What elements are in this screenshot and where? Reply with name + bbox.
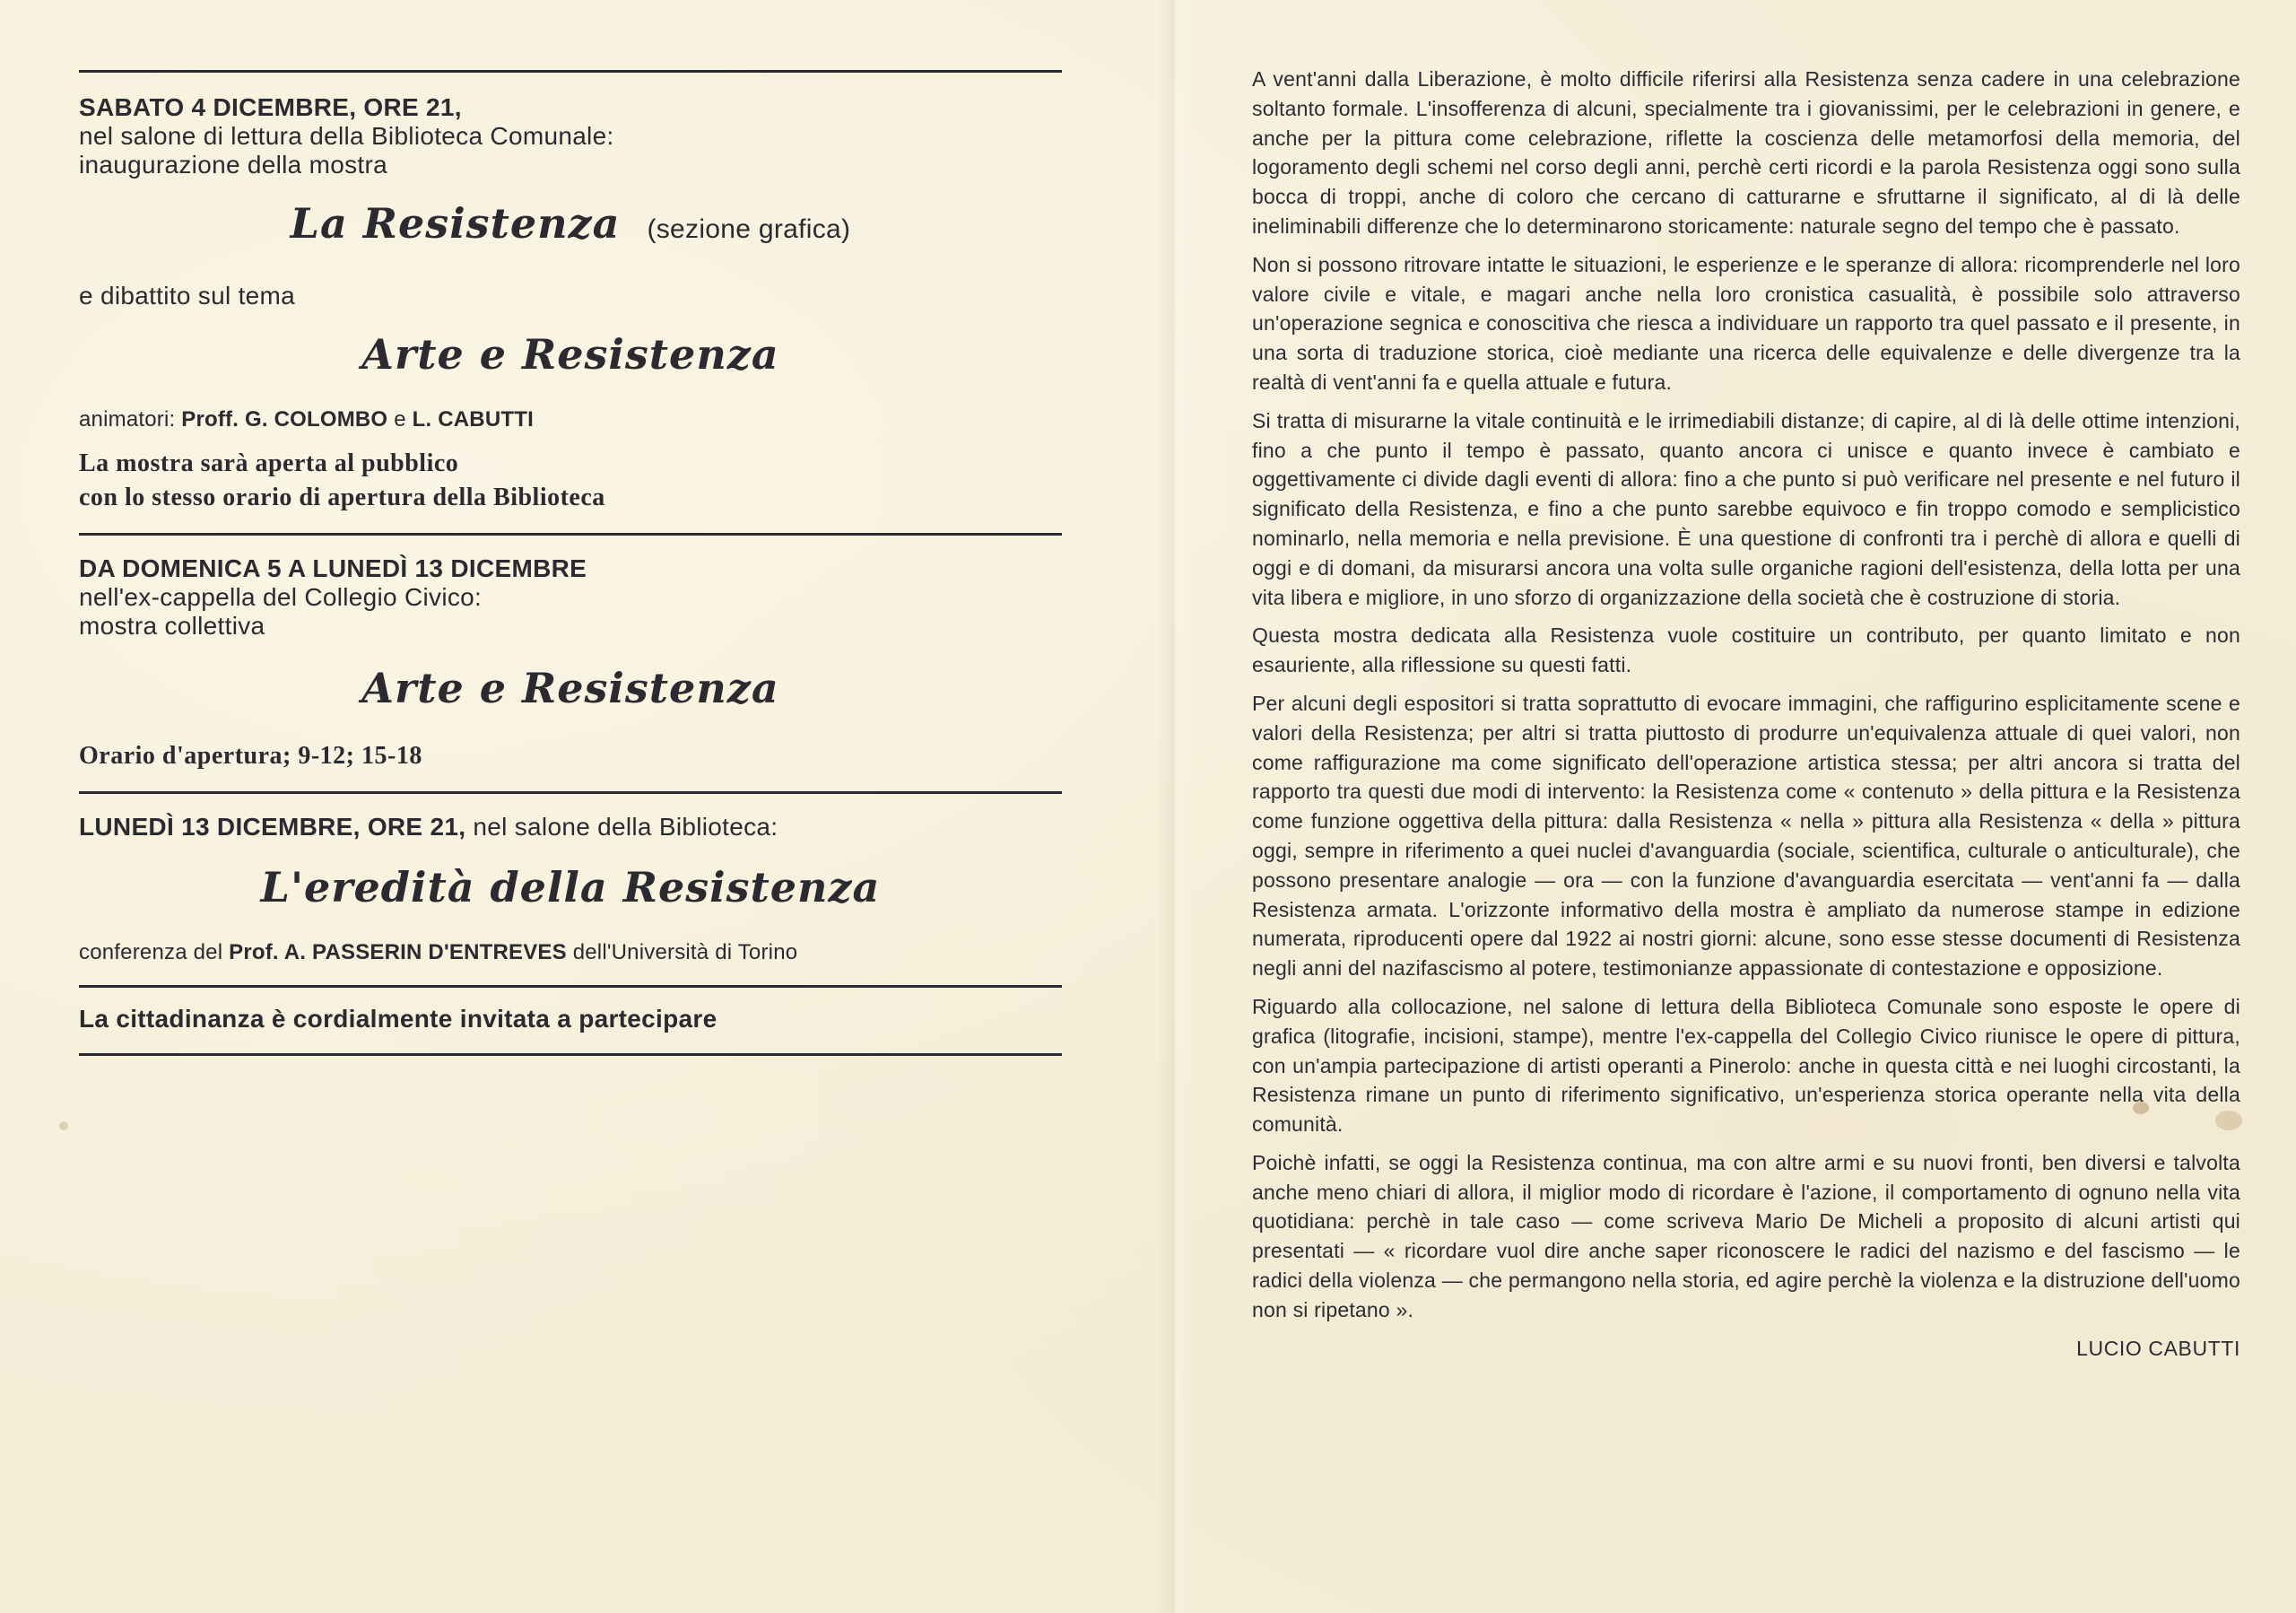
body-paragraph: Poichè infatti, se oggi la Resistenza continua, ma con altre armi e su nuovi fronti, ben diversi e talvolta anche meno chiari di allora, il miglior modo di ricordare è l'azione, il comportamento di ognuno nella vita quotidiana: perchè in tale caso — come scriveva Mario De Micheli a proposito di alcuni artisti qui presentati — « ricordare vuol dire anche saper riconoscere le radici del nazismo e del fascismo — le radici della violenza — che permangono nella storia, ed agire perchè la violenza e la distruzione dell'uomo non si ripetano ».: [1252, 1150, 2240, 1321]
event-heading: DA DOMENICA 5 A LUNEDÌ 13 DICEMBRE: [79, 554, 587, 582]
body-paragraph: A vent'anni dalla Liberazione, è molto difficile riferirsi alla Resistenza senza cadere in una celebrazione soltanto formale. L'insofferenza di alcuni, specialmente tra i giovanissimi, per le celebrazioni in genere, e anche per la pittura come celebrazione, riflette la coscienza delle metamorfosi della memoria, del logoramento degli schemi nel corso degli anni, perchè certi ricordi e la parola Resistenza oggi sono sulla bocca di troppi, anche di coloro che cercano di catturarne e sfruttarne il significato, al di là delle ineliminabili differenze che lo determinarono storicamente: naturale segno del tempo che è passato.: [1252, 67, 2240, 238]
animator-name: L. CABUTTI: [412, 407, 534, 432]
animators-line: [79, 407, 1062, 432]
conjunction: e: [394, 407, 406, 432]
body-paragraph: Non si possono ritrovare intatte le situazioni, le esperienze e le speranze di allora: ricomprenderle nel loro valore civile e vitale, e magari anche nella loro cronistica casualità, è possibile solo attraverso un'operazione segnica e conoscitiva che riesca a individuare un rapporto tra quel passato e il presente, in una sorta di traduzione storica, cioè mediante una ricerca delle equivalenze e delle divergenze tra la realtà di vent'anni fa e quella attuale e futura.: [1252, 252, 2240, 394]
body-paragraph: Riguardo alla collocazione, nel salone di lettura della Biblioteca Comunale sono esposte le opere di grafica (litografie, incisioni, stampe), mentre l'ex-cappella del Collegio Civico riunisce le opere di pittura, con un'ampia partecipazione di artisti operanti a Pinerolo: anche in questa città e nei luoghi circostanti, la Resistenza rimane un punto di riferimento significativo, un'esperienza storica operante nella vita della comunità.: [1252, 994, 2240, 1137]
debate-title: Arte e Resistenza: [361, 330, 779, 379]
center-fold: [1157, 0, 1193, 1613]
event-location: nel salone della Biblioteca:: [473, 813, 778, 841]
conference-line: [79, 940, 1062, 965]
event-description: inaugurazione della mostra: [79, 151, 388, 179]
note-line: con lo stesso orario di apertura della Biblioteca: [79, 484, 605, 511]
body-paragraph: Questa mostra dedicata alla Resistenza vuole costituire un contributo, per quanto limitato e non esauriente, alla riflessione su questi fatti.: [1252, 623, 2240, 677]
animators-label: animatori:: [79, 407, 176, 432]
divider: [79, 985, 1062, 988]
exhibition-title: Arte e Resistenza: [361, 664, 779, 712]
event-description: mostra collettiva: [79, 612, 265, 640]
event-title: [79, 199, 1062, 248]
event-description: e dibattito sul tema: [79, 282, 296, 310]
body-paragraph: Per alcuni degli espositori si tratta soprattutto di evocare immagini, che raffigurino esplicitamente scene e valori della Resistenza; per altri si tratta piuttosto di produrre un'equivalenza attuale di quei valori, non come raffigurazione ma come significato dell'operazione artistica stessa; per altri ancora si tratta del rapporto tra questi due modi di intervento: la Resistenza come « contenuto » della pittura e la Resistenza come funzione oggettiva della pittura: dalla Resistenza « nella » pittura alla Resistenza « della » pittura oggi, sempre in riferimento a quei nuclei d'avanguardia (sociale, scientifica, culturale o anticulturale), che possono presentare analogie — ora — con la funzione d'avanguardia esercitata — vent'anni fa — dalla Resistenza armata. L'orizzonte informativo della mostra è ampliato da numerose stampe in edizione numerata, riproducenti opere dal 1922 ai nostri giorni: alcune, sono esse stesse documenti di Resistenza negli anni del nazifascismo al potere, testimonianze appassionate di contestazione e opposizione.: [1252, 691, 2240, 981]
event-heading: SABATO 4 DICEMBRE, ORE 21,: [79, 93, 462, 121]
title-text: La Resistenza: [290, 199, 621, 248]
author-signature: LUCIO CABUTTI: [2076, 1336, 2240, 1360]
opening-hours: Orario d'apertura; 9-12; 15-18: [79, 742, 422, 770]
event-location: nel salone di lettura della Biblioteca Comunale:: [79, 122, 614, 150]
divider: [79, 791, 1062, 794]
event-section-3-heading: [79, 813, 1062, 841]
title-subtitle: (sezione grafica): [647, 214, 851, 244]
opening-note: [79, 447, 1062, 515]
divider: [79, 533, 1062, 536]
right-panel: [1252, 65, 2240, 1363]
divider: [79, 1053, 1062, 1056]
body-paragraph: Si tratta di misurarne la vitale continuità e le irrimediabili distanze; di capire, al di là delle ottime intenzioni, fino a che punto il tempo è passato, quanto ancora ci unisce e quanto invece è cambiato e oggettivamente ci divide dagli eventi di allora: fino a che punto si può verificare nel presente e nel futuro il significato della Resistenza, e fino a che punto sarebbe equivoco e fin troppo comodo e semplicistico nominarlo, nella memoria e nella previsione. È una questione di confronti tra i perchè di allora e quelli di oggi e di domani, da misurarsi ancora una volta sulle organiche ragioni dell'esistenza, della lotta per una vita libera e migliore, in uno sforzo di organizzazione della società che è costruzione di storia.: [1252, 408, 2240, 609]
conference-title: L'eredità della Resistenza: [260, 863, 881, 911]
divider: [79, 70, 1062, 73]
stain-mark: [59, 1121, 68, 1130]
event-section-1: [79, 93, 1062, 179]
closing-invitation: La cittadinanza è cordialmente invitata a partecipare: [79, 1005, 718, 1033]
event-heading: LUNEDÌ 13 DICEMBRE, ORE 21,: [79, 813, 466, 841]
event-section-2: [79, 554, 1062, 641]
speaker-name: Prof. A. PASSERIN D'ENTREVES: [229, 940, 567, 964]
event-location: nell'ex-cappella del Collegio Civico:: [79, 583, 483, 611]
speaker-affiliation: dell'Università di Torino: [572, 940, 798, 964]
note-line: La mostra sarà aperta al pubblico: [79, 449, 459, 477]
conference-label: conferenza del: [79, 940, 223, 964]
animator-name: Proff. G. COLOMBO: [181, 407, 388, 432]
